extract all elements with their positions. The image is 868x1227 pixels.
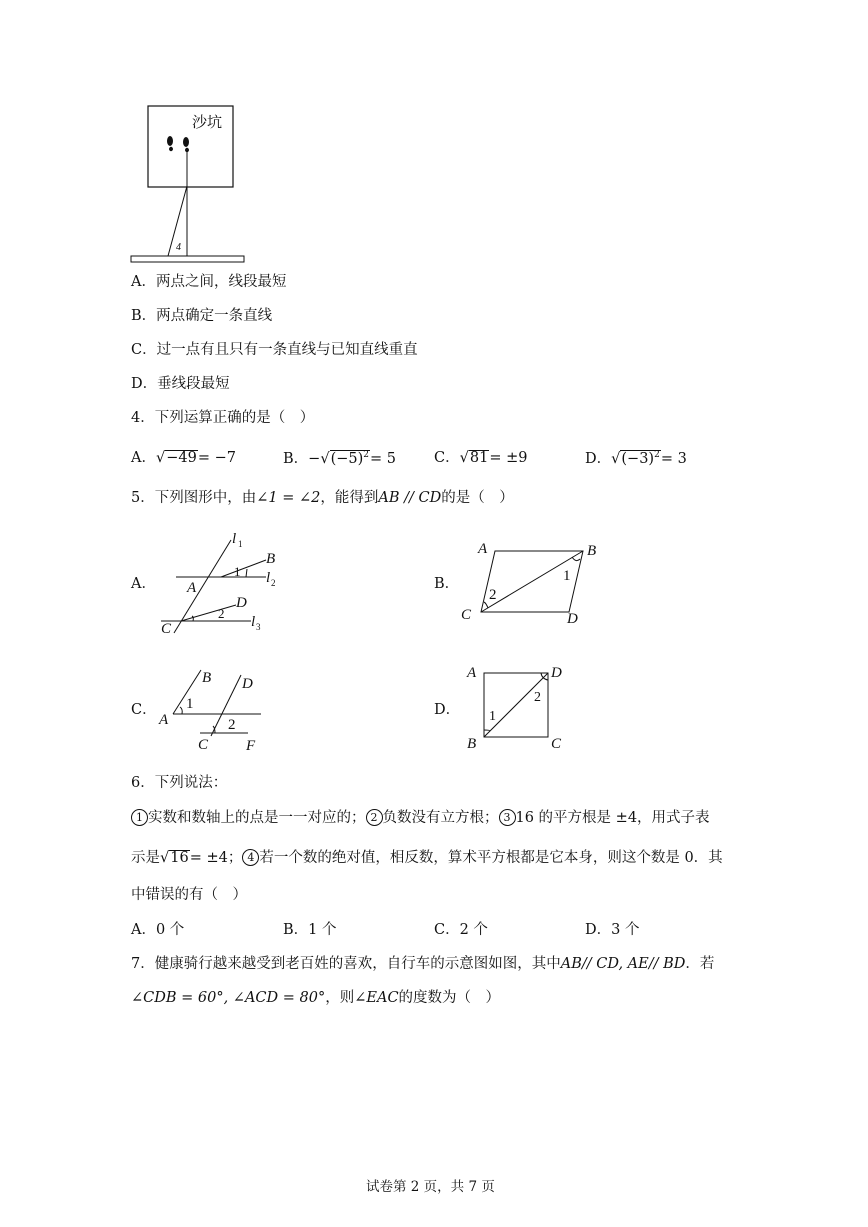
- svg-text:D: D: [567, 611, 578, 627]
- q5-figure-c: [156, 666, 276, 756]
- long-jump-figure: [0, 0, 868, 280]
- svg-text:B: B: [587, 543, 597, 559]
- q4-stem: 4．下列运算正确的是（ ）: [131, 410, 315, 426]
- svg-text:A: A: [159, 712, 169, 728]
- svg-text:2: 2: [228, 717, 236, 733]
- sand-pit-label: 沙坑: [192, 113, 223, 131]
- page-footer: 试卷第 2 页，共 7 页: [366, 1179, 495, 1195]
- q3-option-d: D．垂线段最短: [131, 376, 230, 392]
- svg-text:1: 1: [186, 696, 194, 712]
- q5-label-c: C．: [131, 702, 157, 718]
- svg-text:1: 1: [234, 564, 241, 579]
- q7-line1: 7．健康骑行越来越受到老百姓的喜欢，自行车的示意图如图，其中AB// CD, AE// BD．若: [131, 956, 715, 972]
- svg-text:A: A: [478, 541, 488, 557]
- svg-text:1: 1: [489, 709, 496, 724]
- q4-option-a: A．√−49= −7: [131, 450, 236, 466]
- svg-text:C: C: [198, 737, 209, 753]
- svg-text:C: C: [551, 736, 562, 752]
- svg-text:B: B: [266, 551, 276, 567]
- q3-option-a: A．两点之间，线段最短: [131, 274, 287, 290]
- q5-label-b: B．: [434, 576, 460, 592]
- svg-text:C: C: [161, 621, 172, 637]
- q6-line2: 示是√16= ±4； 4 若一个数的绝对值，相反数，算术平方根都是它本身，则这个数是 0．其: [131, 850, 723, 866]
- svg-text:F: F: [246, 738, 256, 754]
- svg-text:D: D: [236, 595, 247, 611]
- q5-figure-a: [156, 525, 286, 640]
- svg-text:D: D: [551, 665, 562, 681]
- q5-label-a: A．: [131, 576, 156, 592]
- svg-text:3: 3: [256, 622, 261, 632]
- svg-text:l: l: [266, 570, 271, 586]
- q5-label-d: D．: [434, 702, 461, 718]
- svg-text:1: 1: [238, 539, 243, 549]
- svg-text:A: A: [467, 665, 477, 681]
- q6-option-c: C．2 个: [434, 922, 488, 938]
- svg-text:A: A: [187, 580, 197, 596]
- q3-option-b: B．两点确定一条直线: [131, 308, 273, 324]
- q6-option-a: A．0 个: [131, 922, 185, 938]
- svg-text:D: D: [242, 676, 253, 692]
- q5-stem: 5．下列图形中，由∠1 = ∠2，能得到AB // CD的是（ ）: [131, 490, 514, 506]
- q4-option-c: C．√81= ±9: [434, 450, 528, 466]
- corner-digit: 4: [176, 242, 181, 253]
- q3-option-c: C．过一点有且只有一条直线与已知直线重直: [131, 342, 418, 358]
- svg-text:l: l: [232, 531, 237, 547]
- svg-text:B: B: [467, 736, 477, 752]
- q5-figure-d: [462, 660, 582, 760]
- svg-text:B: B: [202, 670, 212, 686]
- q6-line1: 1 实数和数轴上的点是一一对应的； 2 负数没有立方根； 3 16 的平方根是 ±4，用式子表: [131, 809, 710, 826]
- svg-text:1: 1: [563, 568, 571, 584]
- q4-option-d: D．$√(-3)^2= 3$: [585, 450, 687, 467]
- svg-text:C: C: [461, 607, 472, 623]
- q6-option-b: B．1 个: [283, 922, 337, 938]
- takeoff-board: [131, 256, 244, 262]
- footprints-icon: [167, 136, 189, 152]
- svg-text:2: 2: [271, 578, 276, 588]
- q6-line3: 中错误的有（ ）: [131, 887, 247, 903]
- q7-line2: ∠CDB = 60°, ∠ACD = 80°，则∠EAC的度数为（ ）: [131, 990, 501, 1006]
- q6-option-d: D．3 个: [585, 922, 640, 938]
- svg-text:2: 2: [534, 690, 541, 705]
- svg-text:l: l: [251, 614, 256, 630]
- q5-figure-b: [456, 537, 606, 627]
- svg-text:2: 2: [489, 587, 497, 603]
- q6-stem: 6．下列说法：: [131, 775, 228, 791]
- svg-text:2: 2: [218, 606, 225, 621]
- q4-option-b: B．$-√(-5)^2= 5$: [283, 450, 396, 467]
